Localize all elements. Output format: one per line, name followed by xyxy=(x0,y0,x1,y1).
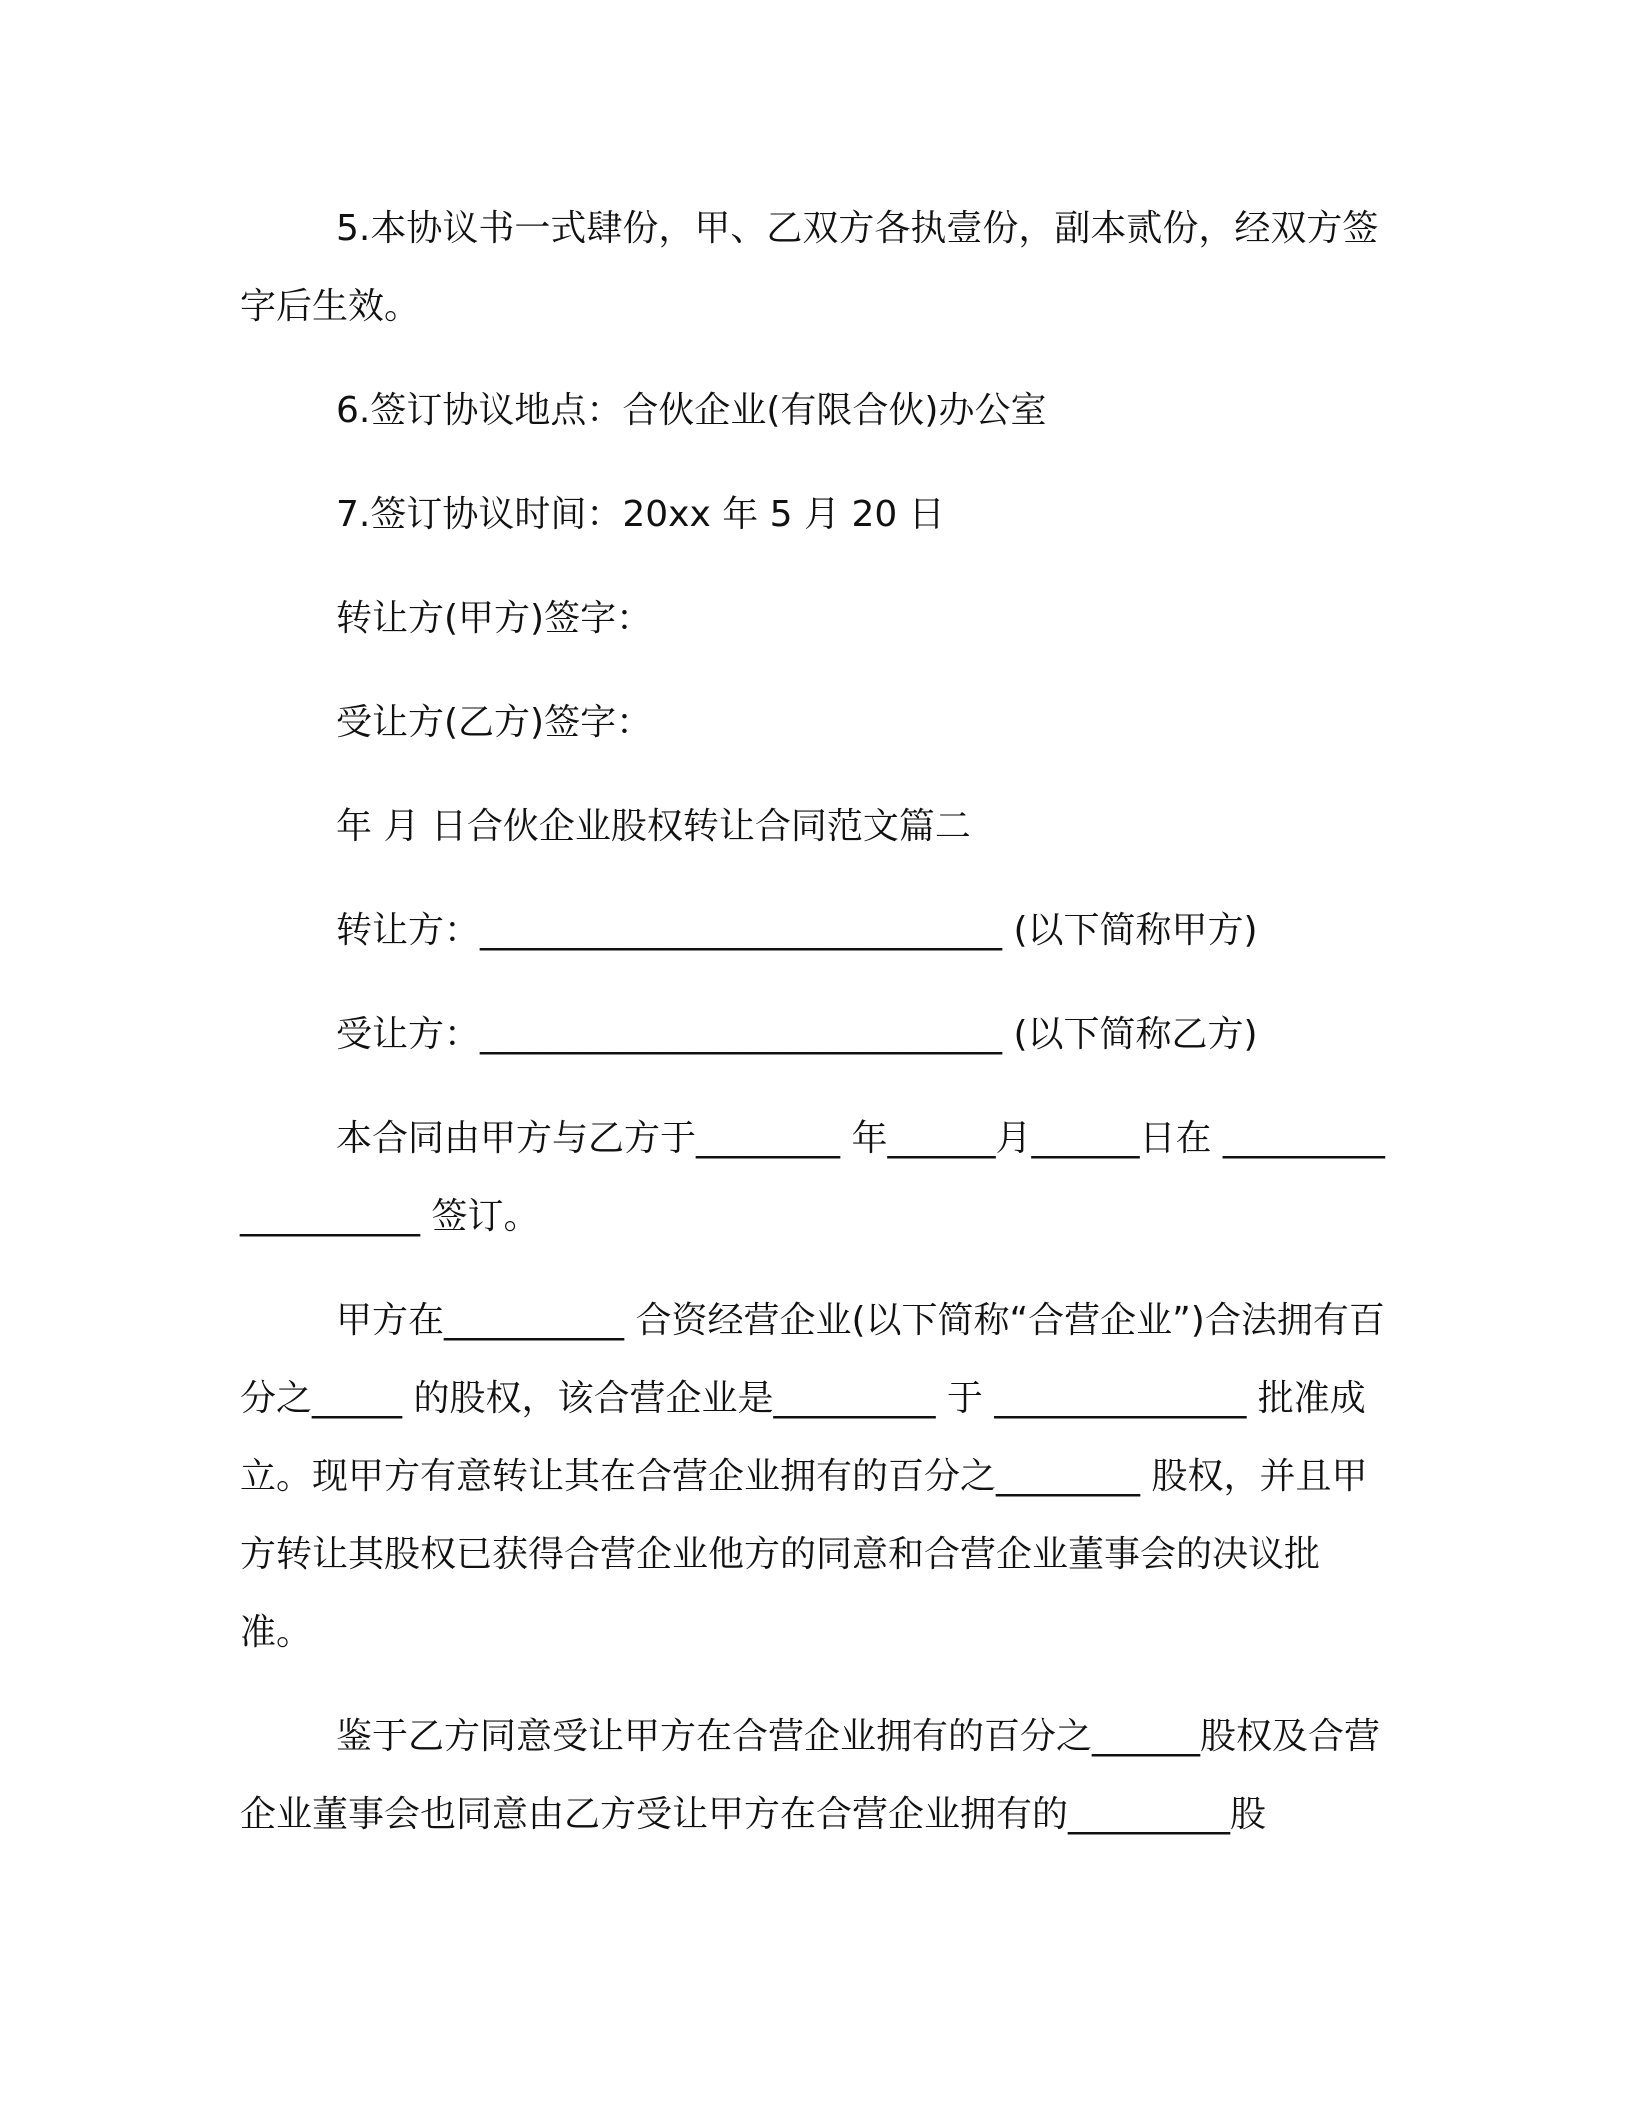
contract-signing-paragraph: 本合同由甲方与乙方于________ 年______月______日在 ___________________ 签订。 xyxy=(240,1118,1385,1237)
document-body xyxy=(240,190,1390,1854)
whereas-paragraph: 鉴于乙方同意受让甲方在合营企业拥有的百分之______股权及合营企业董事会也同意由乙方受让甲方在合营企业拥有的_________股 xyxy=(240,1716,1381,1835)
equity-ownership-paragraph: 甲方在__________ 合资经营企业(以下简称“合营企业”)合法拥有百分之_____ 的股权，该合营企业是_________ 于 ______________ 批准成立。现甲方有意转让其在合营企业拥有的百分之________ 股权，并且甲方转让其股权已获得合营企业他方的同意和合营企业董事会的决议批准。 xyxy=(240,1300,1385,1653)
section-heading: 年 月 日合伙企业股权转让合同范文篇二 xyxy=(336,806,971,847)
transferor-line: 转让方：_____________________________ (以下简称甲方) xyxy=(336,910,1258,951)
transferee-line: 受让方：_____________________________ (以下简称乙方) xyxy=(336,1014,1258,1055)
clause-date: 7.签订协议时间：20xx 年 5 月 20 日 xyxy=(336,494,945,535)
clause-copies: 5.本协议书一式肆份，甲、乙双方各执壹份，副本贰份，经双方签字后生效。 xyxy=(240,208,1379,327)
signature-transferee: 受让方(乙方)签字： xyxy=(336,702,653,743)
signature-transferor: 转让方(甲方)签字： xyxy=(336,598,653,639)
clause-location: 6.签订协议地点：合伙企业(有限合伙)办公室 xyxy=(336,390,1047,431)
